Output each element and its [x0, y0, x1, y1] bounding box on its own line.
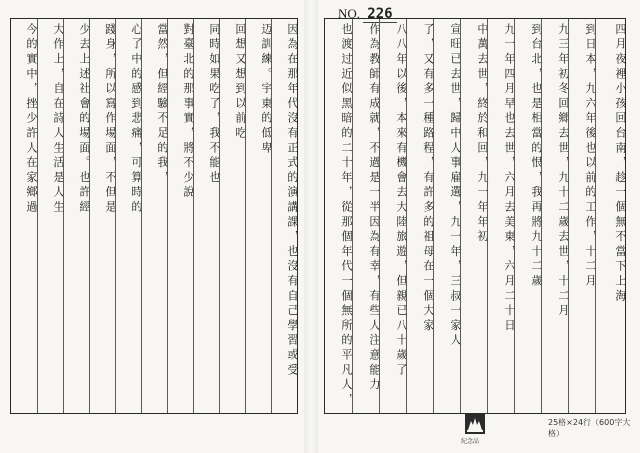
- column-text: 也渡过近似黑暗的二十年，從那個年代一個無所的平凡人，: [340, 23, 353, 408]
- column-text: 大作上，自在詩人生活是人生: [52, 23, 65, 216]
- column-text: 宣旺已去世，歸中人事雇選，九一年，三叔一家人: [449, 23, 462, 349]
- paper-spec: 25格×24行（600字大格）: [548, 418, 631, 438]
- manuscript-column: [541, 19, 569, 413]
- manuscript-column: [595, 19, 626, 413]
- manuscript-column: [460, 19, 488, 413]
- page-fold: [304, 0, 318, 453]
- manuscript-column: [193, 19, 220, 413]
- column-text: 到日本，九六年後也以前的工作，十二月: [584, 23, 597, 290]
- manuscript-column: [379, 19, 407, 413]
- column-text: 心了中的感到悲痛，可算時的: [130, 23, 143, 216]
- manuscript-column: [11, 19, 37, 413]
- column-text: 八八年以後，本來有機會去大陸旅遊，但親已八十歲了: [395, 23, 408, 379]
- publisher-brand: 紀念品: [461, 438, 480, 445]
- manuscript-column: [487, 19, 515, 413]
- column-text: 同時如果吃了，我不能也: [208, 23, 221, 186]
- column-text: 對臺北的那事實，將不少說: [182, 23, 195, 201]
- manuscript-column: [63, 19, 90, 413]
- page-number-label: NO.: [338, 6, 361, 21]
- column-text: 今的實中，挫少許人在家鄉過: [25, 23, 38, 216]
- column-text: 到台北，也是相當的恨，我再將九十二歲: [530, 23, 543, 290]
- manuscript-column: [433, 19, 461, 413]
- manuscript-column: [514, 19, 542, 413]
- right-manuscript-page: [324, 18, 626, 414]
- manuscript-column: [406, 19, 434, 413]
- column-text: 作為教師有成就，不過是一半因為有幸，有些人注意能力: [368, 23, 381, 393]
- column-text: 回想又想到以前吃: [234, 23, 247, 142]
- column-text: 四月夜裡小孩回台南，趁一個無不當下上海: [614, 23, 627, 305]
- publisher-logo-icon: [464, 413, 486, 435]
- left-manuscript-page: [10, 18, 298, 414]
- manuscript-column: [37, 19, 64, 413]
- manuscript-column: [115, 19, 142, 413]
- column-text: 了，又有多一種路程，有許多的祖母在一個大家: [422, 23, 435, 334]
- manuscript-column: [167, 19, 194, 413]
- manuscript-column: [245, 19, 272, 413]
- manuscript-column: [352, 19, 380, 413]
- column-text: 九三年初冬回鄉去世，九十二歲去世，十二月: [557, 23, 570, 319]
- manuscript-column: [141, 19, 168, 413]
- column-text: 因為在那年代沒有正式的演講課，也沒有自己學習或受: [286, 23, 299, 379]
- page-number-value: 226: [363, 6, 396, 23]
- column-text: 迈訓練。宇東的低卑: [260, 23, 273, 157]
- column-text: 踐身，所以寫作場面，不但是: [104, 23, 117, 216]
- column-text: 中萬去世，終於和回，九一年年初: [476, 23, 489, 245]
- manuscript-column: [568, 19, 596, 413]
- manuscript-column: [89, 19, 116, 413]
- column-text: 少去上述社會的場面。也許經: [78, 23, 91, 216]
- manuscript-column: [325, 19, 352, 413]
- manuscript-column: [219, 19, 246, 413]
- column-text: 九一年四月早也去世，六月去美東，六月二十日: [503, 23, 516, 334]
- manuscript-column: [271, 19, 298, 413]
- column-text: 當然，但經驗不足的我，: [156, 23, 169, 186]
